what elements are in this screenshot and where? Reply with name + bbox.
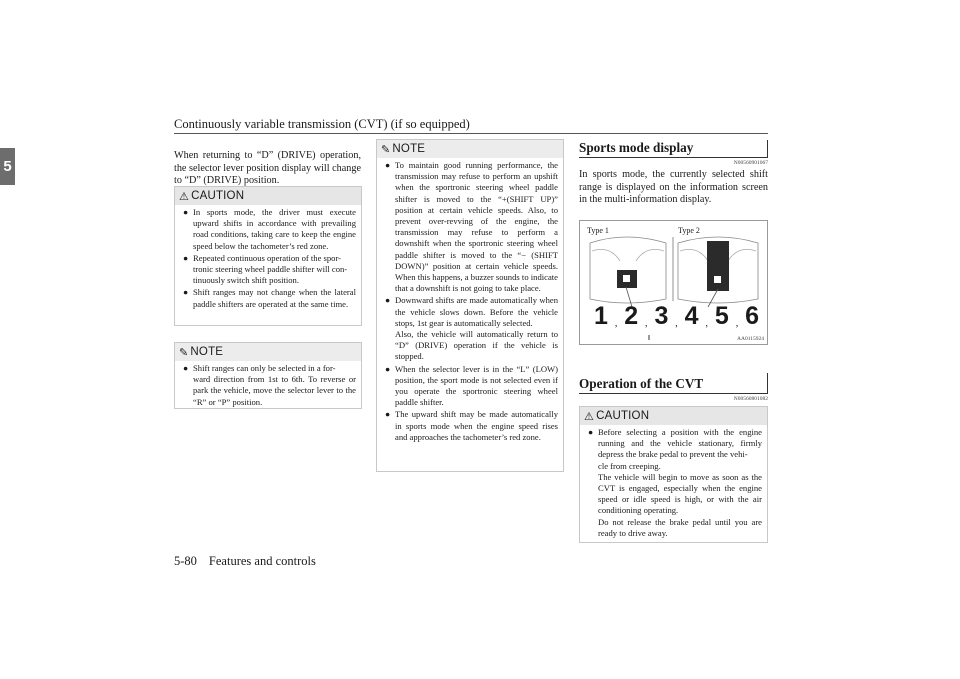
section-title-sports-mode: Sports mode display xyxy=(579,140,694,155)
section-title-operation: Operation of the CVT xyxy=(579,376,704,391)
figure-label-type1: Type 1 xyxy=(587,226,609,235)
gear-digit: 4 xyxy=(684,302,699,330)
caution-item: ● Before selecting a position with the engine running and the vehicle stationary, firmly depress the brake pedal to prevent the vehi- cle from creeping. The vehicle will begin to move as soon as the CVT is engaged, especially when the engine speed or idle speed is high, or with the air conditioning operating. Do not release the brake pedal until you are ready to drive away. xyxy=(588,427,762,538)
caution-label: CAUTION xyxy=(191,190,245,202)
digit-separator: , xyxy=(645,318,648,329)
chapter-tab: 5 xyxy=(0,148,15,185)
note-box xyxy=(174,342,362,409)
header-rule xyxy=(174,133,768,134)
digit-separator: , xyxy=(614,318,618,329)
page-number: 5-80 xyxy=(174,554,197,568)
caution-box xyxy=(174,186,362,326)
caution-body xyxy=(580,425,767,544)
caution-body xyxy=(175,205,361,315)
caution-item: ● Repeated continuous operation of the spor- tronic steering wheel paddle shifter will con- tinuously switch shift position. xyxy=(183,252,348,286)
gear-digit: 2 xyxy=(624,302,639,330)
caution-box-operation xyxy=(579,406,768,543)
intro-paragraph: When returning to “D” (DRIVE) operation, the selector lever position display will change to “D” (DRIVE) position. xyxy=(174,150,361,187)
section-code: N00560901067 xyxy=(733,160,768,166)
gear-digit: 5 xyxy=(714,302,729,330)
note-body xyxy=(377,158,563,448)
caution-header xyxy=(175,187,361,205)
caution-label: CAUTION xyxy=(596,410,650,422)
section-rule xyxy=(579,393,768,394)
note-box-2 xyxy=(376,139,564,472)
section-rule xyxy=(579,157,768,158)
note-item: ● Downward shifts are made automatically when the vehicle slows down. Before the vehicle stops, 1st gear is automatically selected. Also, the vehicle will automatically return to “D” (DRIVE) operation if the vehicle is stopped. xyxy=(385,295,558,362)
note-label: NOTE xyxy=(190,346,224,358)
bullet-icon: ● xyxy=(588,427,594,437)
caution-item: ● Shift ranges may not change when the lateral paddle shifters are operated at the same time. xyxy=(183,287,356,309)
warning-triangle-icon: ⚠ xyxy=(584,410,595,423)
note-label: NOTE xyxy=(392,143,426,155)
page-footer xyxy=(174,554,316,569)
note-header xyxy=(377,140,563,158)
bullet-icon: ● xyxy=(385,295,391,306)
note-item: ● Shift ranges can only be selected in a for- ward direction from 1st to 6th. To reverse or park the vehicle, move the selector lever to the “R” or “P” position. xyxy=(183,363,356,407)
pencil-icon: ✎ xyxy=(381,143,391,156)
bullet-icon: ● xyxy=(183,207,189,217)
sports-mode-display-illustration xyxy=(579,220,768,345)
digit-separator: , xyxy=(735,318,739,329)
sports-mode-paragraph: In sports mode, the currently selected shift range is displayed on the information screen in the multi-information display. xyxy=(579,169,768,206)
gear-digit: 1 xyxy=(594,302,608,330)
note-item: ● When the selector lever is in the “L” (LOW) position, the sport mode is not selected even if you operate the sportronic steering wheel paddle shifter. xyxy=(385,363,558,408)
bullet-icon: ● xyxy=(183,252,189,263)
running-header-title: Continuously variable transmission (CVT) (if so equipped) xyxy=(174,117,470,131)
gear-digit: 6 xyxy=(745,302,759,330)
gear-digit-row xyxy=(594,303,759,329)
bullet-icon: ● xyxy=(183,287,189,298)
section-rule-vertical xyxy=(767,373,768,393)
digit-separator: , xyxy=(675,318,678,329)
figure-code: AA0115924 xyxy=(737,336,764,342)
section-code: N00560801082 xyxy=(733,396,768,402)
digit-separator: , xyxy=(705,318,708,329)
bullet-icon: ● xyxy=(183,363,189,373)
bullet-icon: ● xyxy=(385,160,391,170)
note-header xyxy=(175,343,361,361)
gear-digit: 3 xyxy=(654,302,669,330)
note-body xyxy=(175,361,361,413)
footer-section-name: Features and controls xyxy=(208,554,316,568)
caution-header xyxy=(580,407,767,425)
pencil-icon: ✎ xyxy=(179,346,189,359)
warning-triangle-icon: ⚠ xyxy=(179,190,190,203)
section-rule-vertical xyxy=(767,140,768,157)
note-item: ● To maintain good running performance, the transmission may refuse to perform an upshift when the sportronic steering wheel paddle shifter is moved to the “+(SHIFT UP)” position at certain vehicle speeds. Also, to prevent over-revving of the engine, the transmission may refuse to perform a downshift when the sportronic steering wheel paddle shifter is moved to the “− (SHIFT DOWN)” position at certain vehicle speeds. When this happens, a buzzer sounds to indicate that a downshift is not going to take place. xyxy=(385,160,558,294)
caution-item: ● In sports mode, the driver must execute upward shifts in accordance with prevailing road conditions, taking care to keep the engine speed below the tachometer’s red zone. xyxy=(183,207,356,251)
bullet-icon: ● xyxy=(385,363,391,374)
figure-label-type2: Type 2 xyxy=(678,226,700,235)
bullet-icon: ● xyxy=(385,409,391,420)
note-item: ● The upward shift may be made automatically in sports mode when the engine speed rises and approaches the tachometer’s red zone. xyxy=(385,409,558,442)
